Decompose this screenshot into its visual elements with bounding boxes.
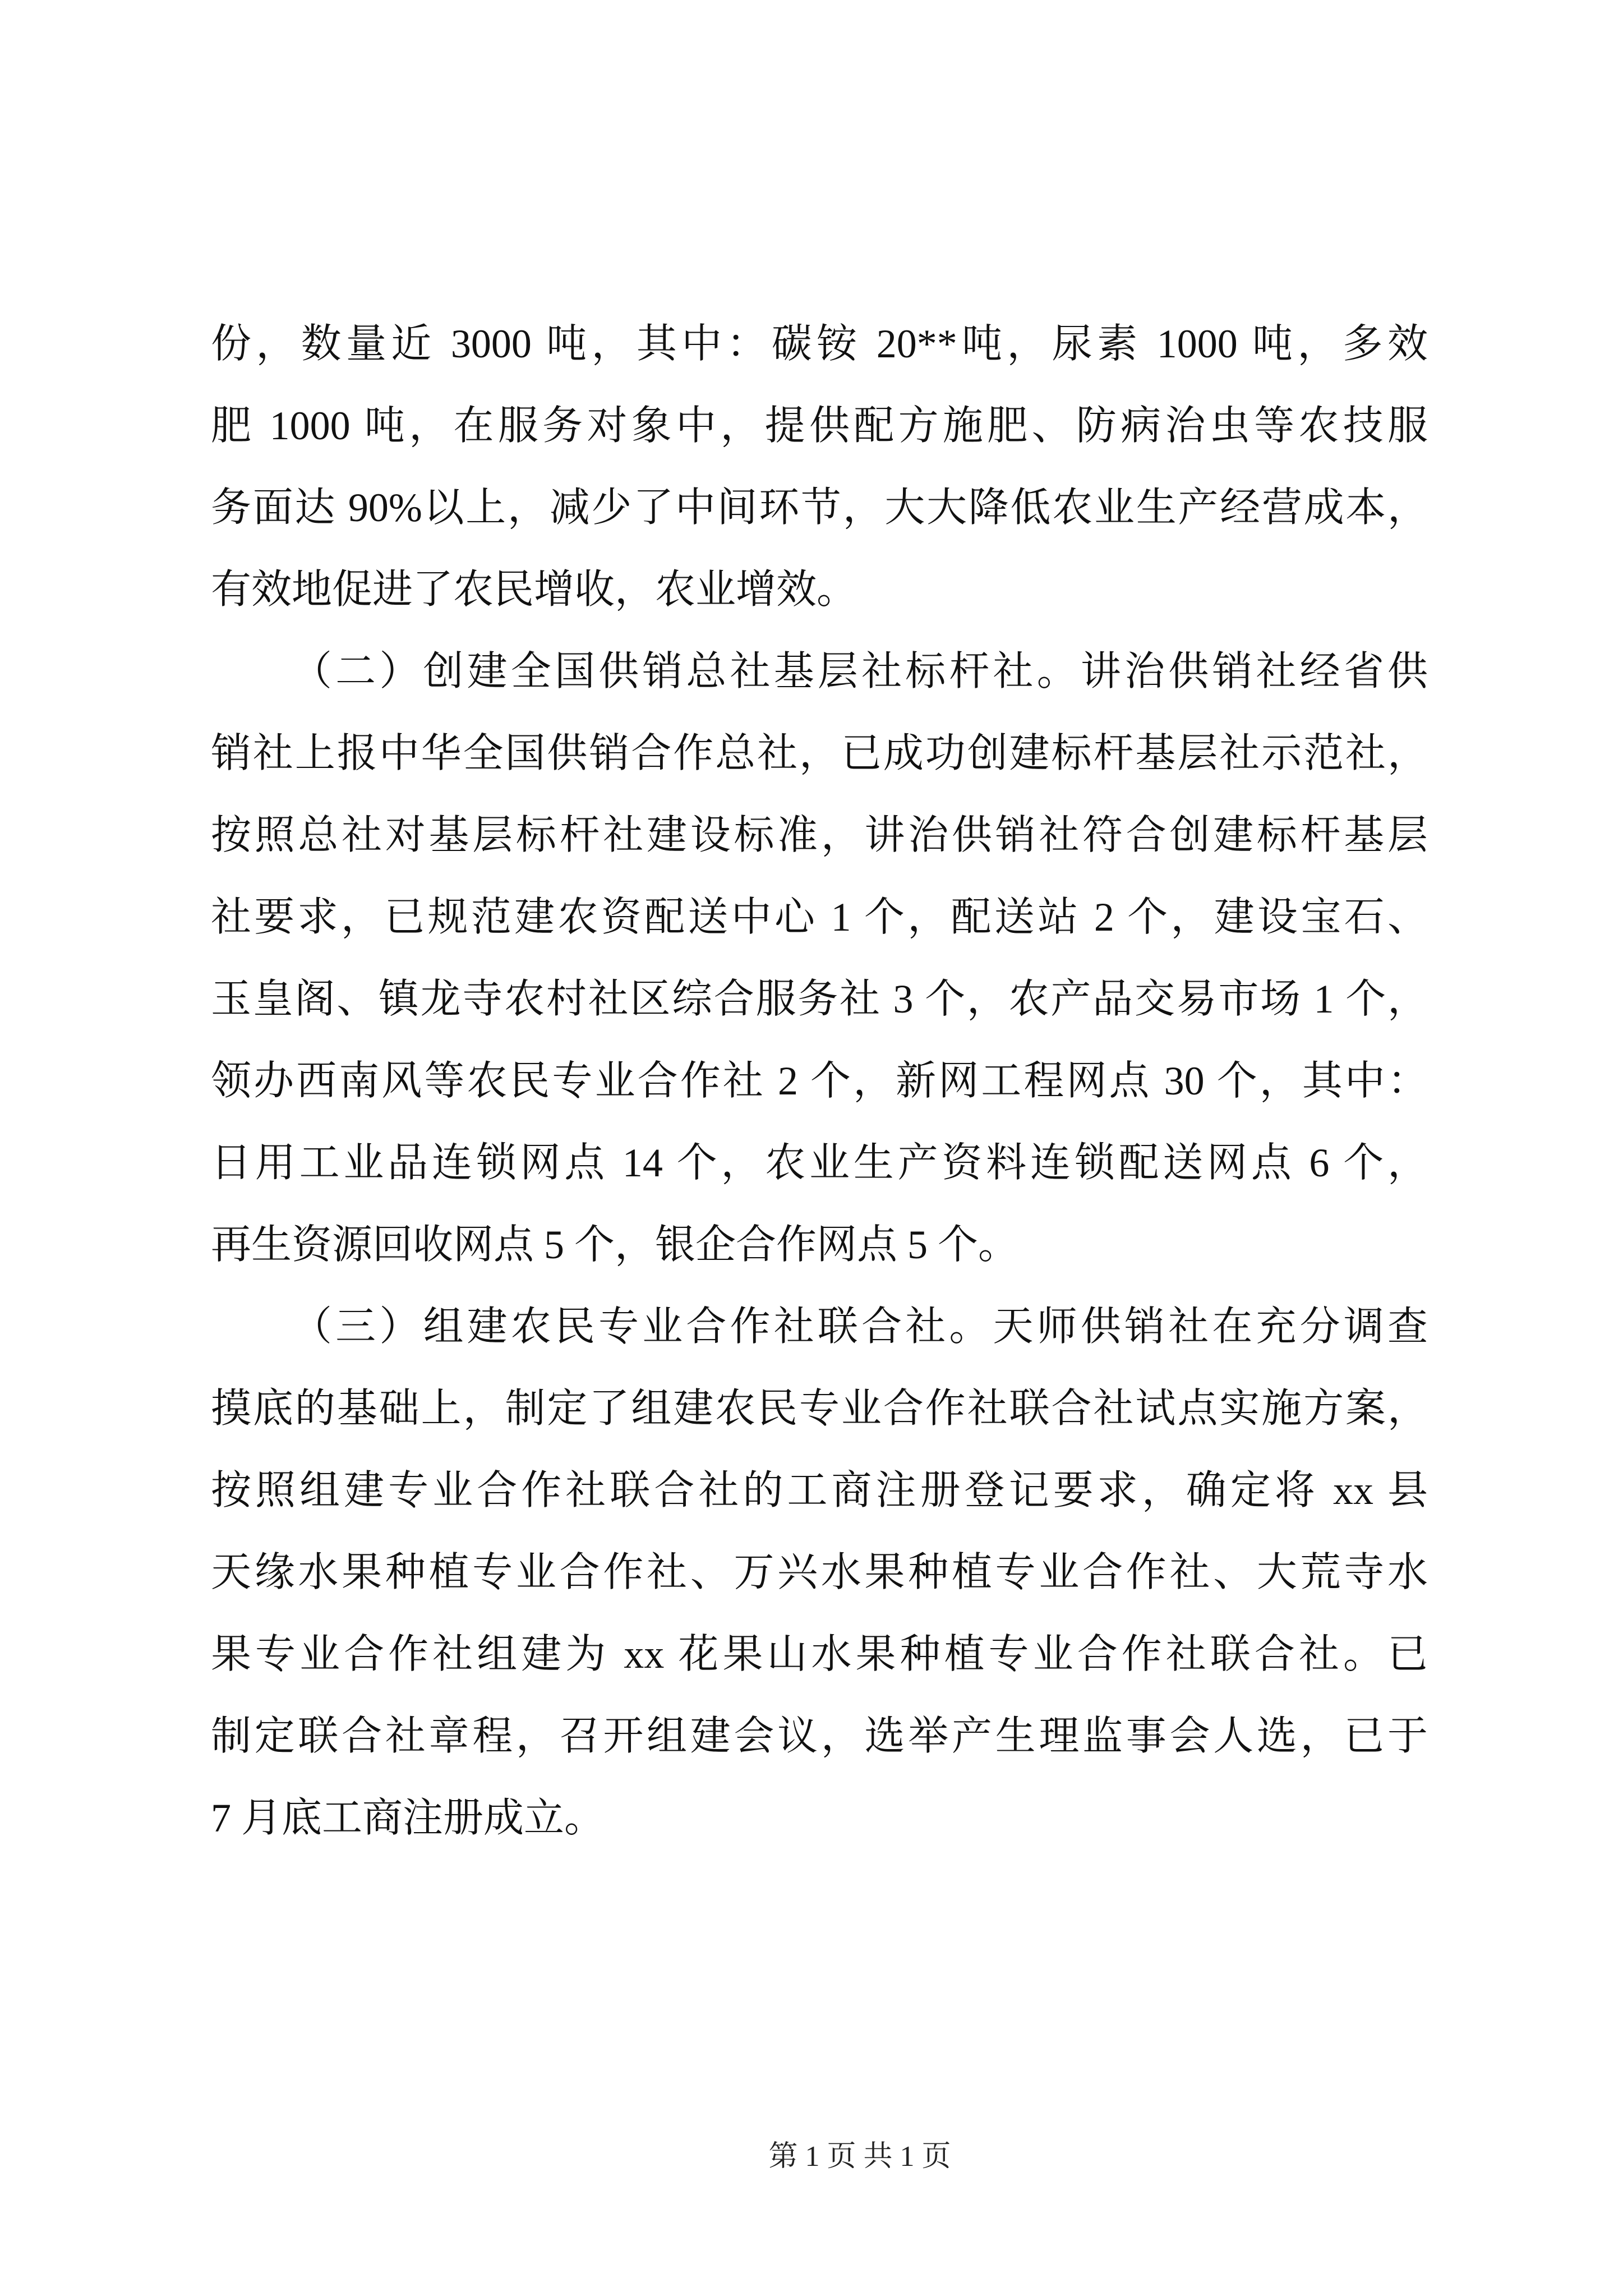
text-line: 制定联合社章程，召开组建会议，选举产生理监事会人选，已于 (211, 1714, 1428, 1759)
text-line: 果专业合作社组建为 xx 花果山水果种植专业合作社联合社。已 (211, 1632, 1428, 1677)
text-line: 玉皇阁、镇龙寺农村社区综合服务社 3 个，农产品交易市场 1 个， (211, 977, 1428, 1022)
text-line: 领办西南风等农民专业合作社 2 个，新网工程网点 30 个，其中： (211, 1059, 1428, 1103)
text-line: 日用工业品连锁网点 14 个，农业生产资料连锁配送网点 6 个， (211, 1140, 1428, 1185)
text-line: 务面达 90%以上，减少了中间环节，大大降低农业生产经营成本， (211, 485, 1428, 530)
paragraph-benchmark-cooperative (211, 631, 1428, 1286)
text-line: 份，数量近 3000 吨，其中：碳铵 20**吨，尿素 1000 吨，多效 (211, 321, 1428, 366)
text-line: 有效地促进了农民增收，农业增效。 (211, 567, 857, 612)
text-line: （二）创建全国供销总社基层社标杆社。讲治供销社经省供 (292, 649, 1428, 694)
paragraph-continuation (211, 303, 1428, 631)
text-line: 再生资源回收网点 5 个，银企合作网点 5 个。 (211, 1222, 1019, 1267)
paragraph-cooperative-union (211, 1286, 1428, 1859)
text-line: 肥 1000 吨，在服务对象中，提供配方施肥、防病治虫等农技服 (211, 403, 1428, 448)
text-line: 社要求，已规范建农资配送中心 1 个，配送站 2 个，建设宝石、 (211, 895, 1428, 940)
document-body (211, 303, 1428, 1859)
text-line: 按照总社对基层标杆社建设标准，讲治供销社符合创建标杆基层 (211, 813, 1428, 858)
page-footer: 第 1 页 共 1 页 (768, 2141, 951, 2173)
text-line: 7 月底工商注册成立。 (211, 1796, 605, 1841)
text-line: 天缘水果种植专业合作社、万兴水果种植专业合作社、大荒寺水 (211, 1550, 1428, 1595)
text-line: 按照组建专业合作社联合社的工商注册登记要求，确定将 xx 县 (211, 1468, 1428, 1513)
text-line: 销社上报中华全国供销合作总社，已成功创建标杆基层社示范社， (211, 731, 1428, 776)
text-line: （三）组建农民专业合作社联合社。天师供销社在充分调查 (292, 1304, 1428, 1349)
text-line: 摸底的基础上，制定了组建农民专业合作社联合社试点实施方案， (211, 1386, 1428, 1431)
